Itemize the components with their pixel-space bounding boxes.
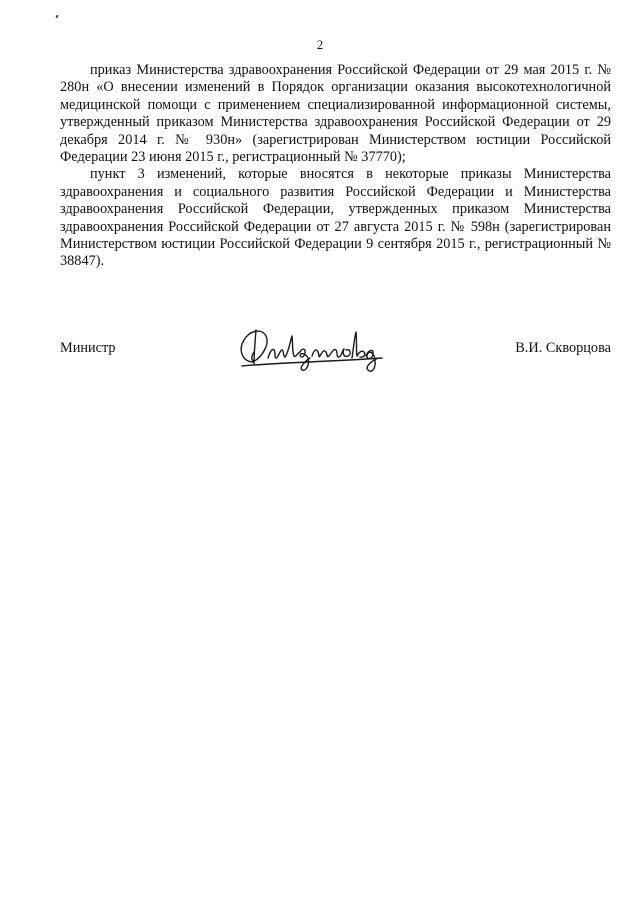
document-body (60, 62, 611, 271)
signatory-position: Министр (60, 340, 116, 356)
handwritten-signature (232, 322, 402, 374)
paragraph-item-3: пункт 3 изменений, которые вносятся в некоторые приказы Министерства здравоохранения и социального развития Российской Федерации и Министерства здравоохранения Российской Федерации, утвержденных приказом Министерства здравоохранения Российской Федерации от 27 августа 2015 г. № 598н (зарегистрирован Министерством юстиции Российской Федерации 9 сентября 2015 г., регистрационный № 38847). (60, 166, 611, 270)
page-number: 2 (316, 38, 324, 52)
signatory-name: В.И. Скворцова (515, 340, 611, 356)
signature-block (60, 318, 611, 378)
paragraph-order-280n: приказ Министерства здравоохранения Российской Федерации от 29 мая 2015 г. № 280н «О внесении изменений в Порядок организации оказания высокотехнологичной медицинской помощи с применением специализированной информационной системы, утвержденный приказом Министерства здравоохранения Российской Федерации от 29 декабря 2014 г. № 930н» (зарегистрирован Министерством юстиции Российской Федерации 23 июня 2015 г., регистрационный № 37770); (60, 62, 611, 166)
scan-artifact (55, 15, 58, 19)
